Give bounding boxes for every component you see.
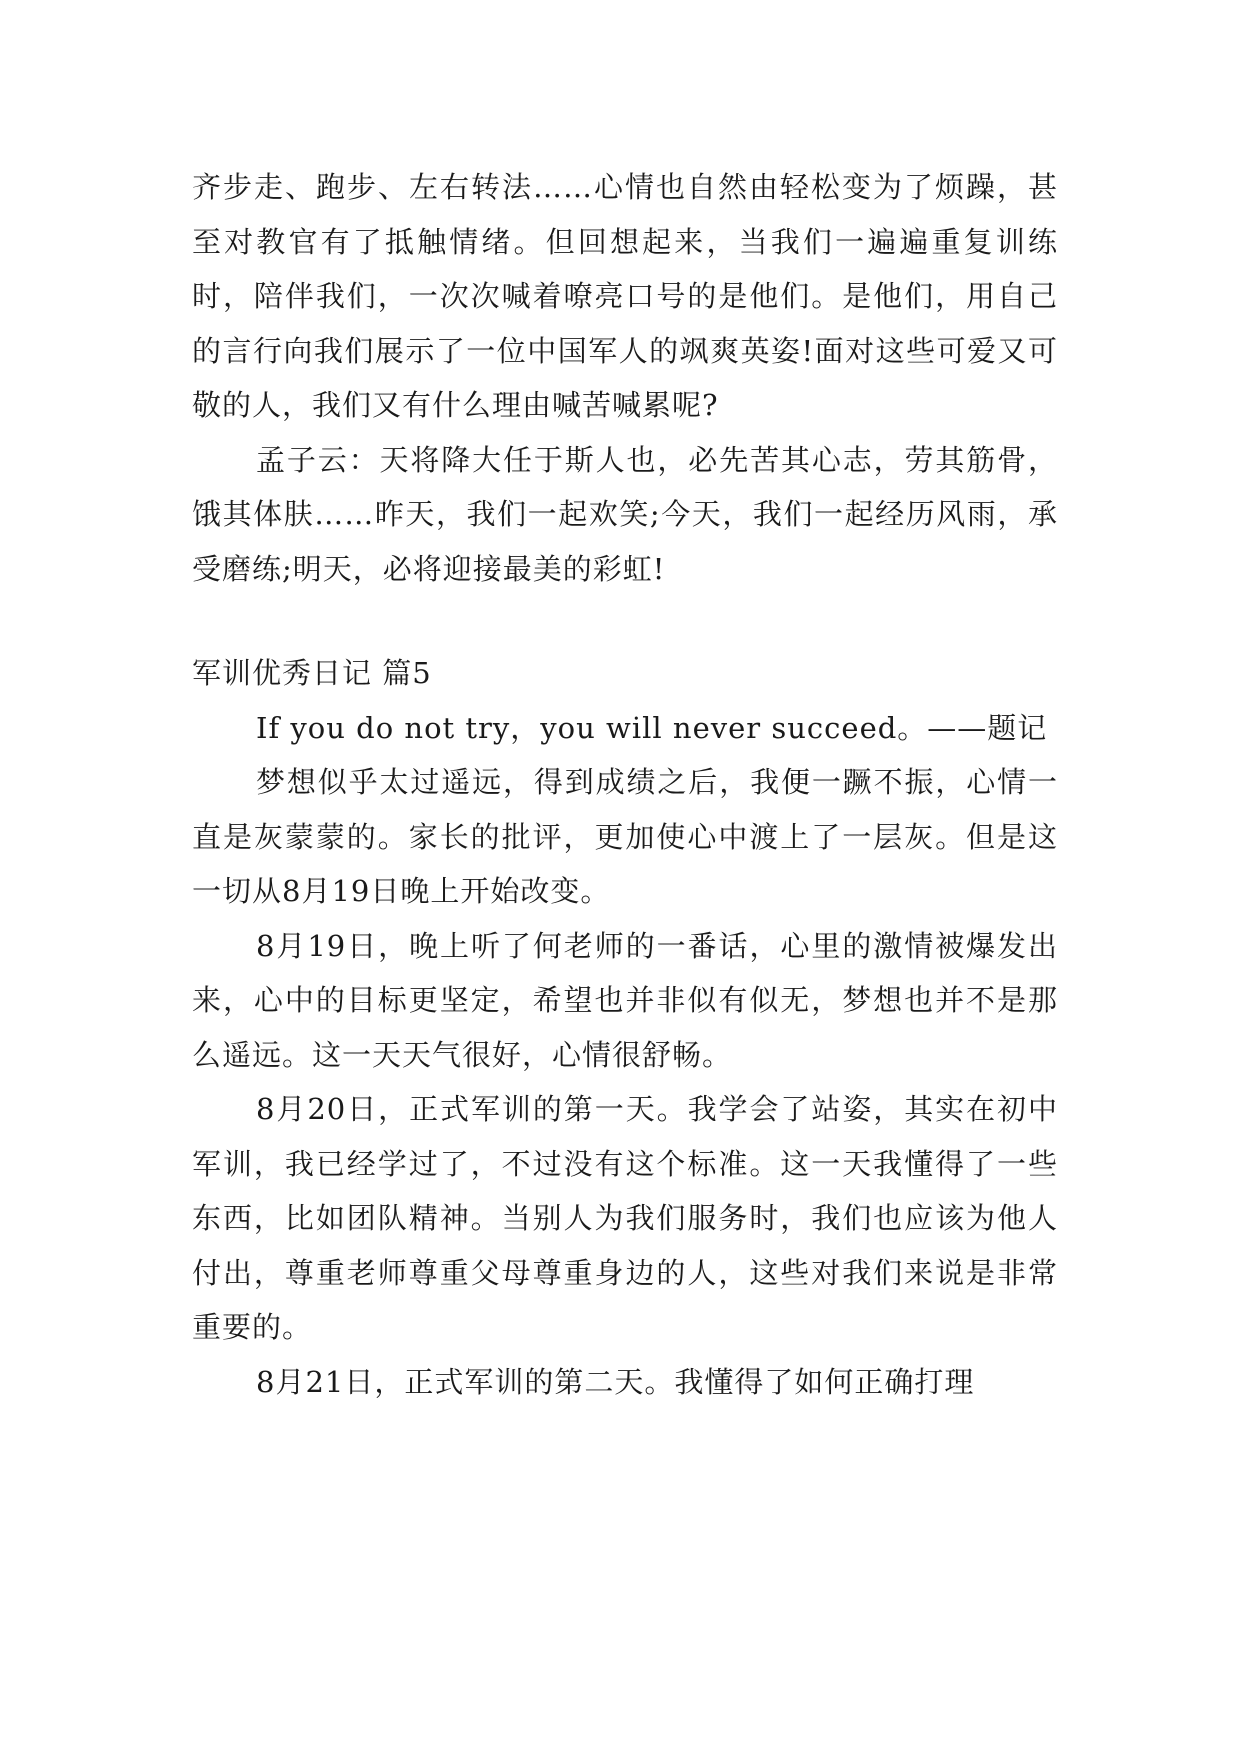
- section-heading: 军训优秀日记 篇5: [192, 656, 432, 690]
- paragraph-mencius-quote: 孟子云：天将降大任于斯人也，必先苦其心志，劳其筋骨，饿其体肤……昨天，我们一起欢笑;今天，我们一起经历风雨，承受磨练;明天，必将迎接最美的彩虹!: [192, 442, 1058, 586]
- paragraph-epigraph: If you do not try，you will never succeed。——题记: [256, 710, 1048, 745]
- section-spacer: [192, 596, 1058, 646]
- document-body: [192, 160, 1058, 1409]
- paragraph-dream: 梦想似乎太过遥远，得到成绩之后，我便一蹶不振，心情一直是灰蒙蒙的。家长的批评，更加使心中渡上了一层灰。但是这一切从8月19日晚上开始改变。: [192, 765, 1058, 908]
- paragraph-aug-21: 8月21日，正式军训的第二天。我懂得了如何正确打理: [256, 1364, 975, 1399]
- paragraph-aug-19: 8月19日，晚上听了何老师的一番话，心里的激情被爆发出来，心中的目标更坚定，希望也并非似有似无，梦想也并不是那么遥远。这一天天气很好，心情很舒畅。: [192, 928, 1058, 1072]
- paragraph-aug-20: 8月20日，正式军训的第一天。我学会了站姿，其实在初中军训，我已经学过了，不过没有这个标准。这一天我懂得了一些东西，比如团队精神。当别人为我们服务时，我们也应该为他人付出，尊重老师尊重父母尊重身边的人，这些对我们来说是非常重要的。: [192, 1092, 1058, 1344]
- paragraph-marching-training: 齐步走、跑步、左右转法……心情也自然由轻松变为了烦躁，甚至对教官有了抵触情绪。但回想起来，当我们一遍遍重复训练时，陪伴我们，一次次喊着嘹亮口号的是他们。是他们，用自己的言行向我们展示了一位中国军人的飒爽英姿!面对这些可爱又可敬的人，我们又有什么理由喊苦喊累呢?: [192, 170, 1058, 422]
